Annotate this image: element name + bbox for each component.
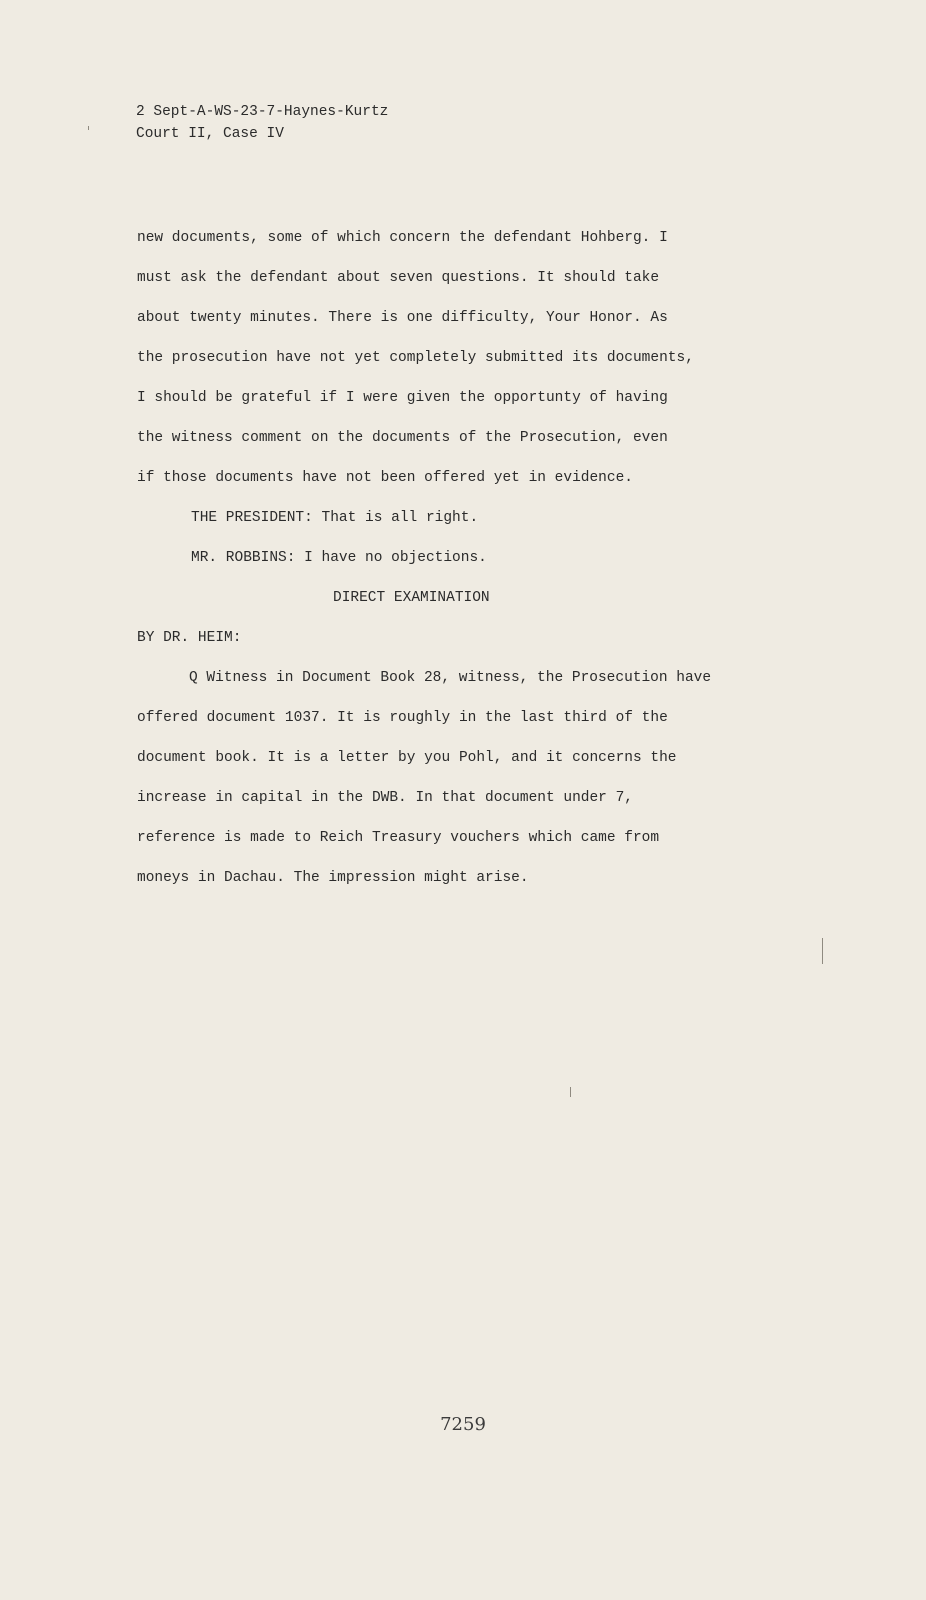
header-court-case: Court II, Case IV (136, 126, 284, 142)
paper-mark (88, 126, 89, 130)
question-line: Q Witness in Document Book 28, witness, the Prosecution have (189, 670, 712, 686)
president-statement: THE PRESIDENT: That is all right. (191, 510, 479, 526)
transcript-line: about twenty minutes. There is one difficulty, Your Honor. As (137, 310, 668, 326)
transcript-line: the prosecution have not yet completely submitted its documents, (137, 350, 694, 366)
paper-mark (570, 1087, 571, 1097)
page-number: 7259 (440, 1414, 486, 1435)
question-line: increase in capital in the DWB. In that document under 7, (137, 790, 633, 806)
question-line: offered document 1037. It is roughly in the last third of the (137, 710, 668, 726)
question-line: reference is made to Reich Treasury vouchers which came from (137, 830, 660, 846)
transcript-line: must ask the defendant about seven questions. It should take (137, 270, 660, 286)
examiner-label: BY DR. HEIM: (137, 630, 242, 646)
paper-mark (822, 938, 823, 964)
transcript-line: new documents, some of which concern the defendant Hohberg. I (137, 230, 668, 246)
section-heading: DIRECT EXAMINATION (333, 590, 490, 606)
question-line: document book. It is a letter by you Pohl, and it concerns the (137, 750, 677, 766)
transcript-line: if those documents have not been offered yet in evidence. (137, 470, 633, 486)
question-line: moneys in Dachau. The impression might arise. (137, 870, 529, 886)
transcript-line: I should be grateful if I were given the opportunty of having (137, 390, 668, 406)
robbins-statement: MR. ROBBINS: I have no objections. (191, 550, 487, 566)
transcript-line: the witness comment on the documents of the Prosecution, even (137, 430, 668, 446)
transcript-body (137, 218, 827, 898)
header-reference: 2 Sept-A-WS-23-7-Haynes-Kurtz (136, 104, 389, 120)
document-header (136, 101, 388, 145)
